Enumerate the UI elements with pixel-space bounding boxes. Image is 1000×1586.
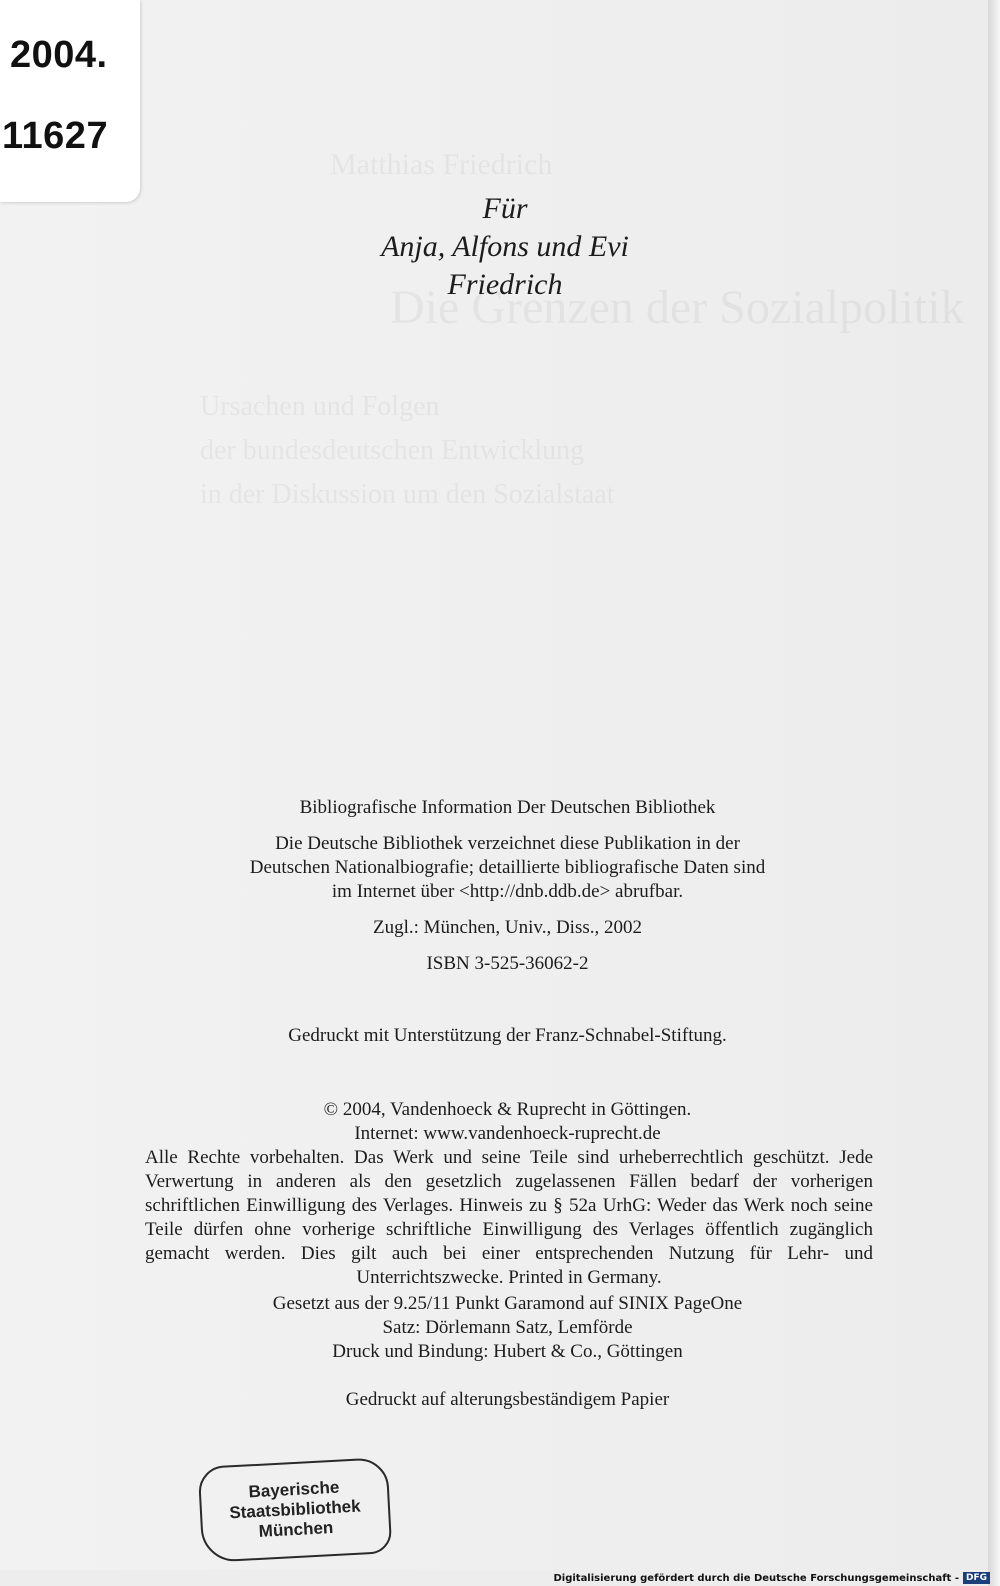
copyright-text: © 2004, Vandenhoeck & Ruprecht in Göttingen. bbox=[323, 1099, 692, 1120]
stamp-line: Staatsbibliothek bbox=[228, 1496, 362, 1523]
page-edge bbox=[988, 0, 1000, 1586]
paper-note-text: Gedruckt auf alterungsbeständigem Papier bbox=[345, 1389, 670, 1410]
bibliographic-text bbox=[190, 832, 825, 904]
digitization-footer bbox=[553, 1570, 990, 1586]
bibliographic-line: Deutschen Nationalbiografie; detaillierte bibliografische Daten sind bbox=[249, 857, 766, 878]
publisher-website bbox=[190, 1122, 825, 1146]
production-credits bbox=[190, 1292, 825, 1364]
dissertation-note bbox=[190, 916, 825, 940]
typeset-line: Gesetzt aus der 9.25/11 Punkt Garamond auf SINIX PageOne bbox=[272, 1293, 743, 1314]
dedication-line: Anja, Alfons und Evi bbox=[381, 230, 629, 263]
stamp-line: München bbox=[258, 1518, 334, 1541]
bibliographic-line: Die Deutsche Bibliothek verzeichnet diese Publikation in der bbox=[275, 833, 740, 854]
paper-note bbox=[190, 1388, 825, 1412]
dedication-line: Friedrich bbox=[447, 268, 563, 301]
bibliographic-heading-text: Bibliografische Information Der Deutschen Bibliothek bbox=[299, 797, 716, 818]
publisher-website-text: Internet: www.vandenhoeck-ruprecht.de bbox=[354, 1123, 661, 1144]
dedication bbox=[300, 190, 710, 304]
shelfmark-label bbox=[0, 0, 140, 202]
isbn bbox=[190, 952, 825, 976]
dissertation-note-text: Zugl.: München, Univ., Diss., 2002 bbox=[373, 917, 642, 938]
library-stamp bbox=[198, 1457, 393, 1563]
bibliographic-heading bbox=[190, 796, 825, 820]
shelfmark-year: 2004. bbox=[10, 34, 108, 76]
rights-notice: Alle Rechte vorbehalten. Das Werk und seine Teile sind urheberrechtlich geschützt. Jede Verwertung in anderen als den gesetzlich zugelassenen Fällen bedarf der vorherigen schriftlichen Einwilligung des Verlages. Hinweis zu § 52a UrhG: Weder das Werk noch seine Teile dürfen ohne vorherige schriftliche Einwilligung des Verlages öffentlich zugänglich gemacht werden. Dies gilt auch bei einer entsprechenden Nutzung für Lehr- und Unterrichtszwecke. Printed in Germany. bbox=[145, 1147, 873, 1288]
funding-note bbox=[190, 1024, 825, 1048]
satz-line: Satz: Dörlemann Satz, Lemförde bbox=[382, 1317, 633, 1338]
bibliographic-line: im Internet über <http://dnb.ddb.de> abrufbar. bbox=[331, 881, 684, 902]
shelfmark-number: 11627 bbox=[2, 115, 109, 157]
isbn-text: ISBN 3-525-36062-2 bbox=[426, 953, 589, 974]
dfg-logo-icon: DFG bbox=[963, 1572, 990, 1584]
footer-text: Digitalisierung gefördert durch die Deutsche Forschungsgemeinschaft - bbox=[553, 1572, 959, 1584]
stamp-line: Bayerische bbox=[248, 1477, 340, 1502]
dedication-line: Für bbox=[482, 192, 528, 225]
funding-note-text: Gedruckt mit Unterstützung der Franz-Schnabel-Stiftung. bbox=[288, 1025, 727, 1046]
copyright-line bbox=[190, 1098, 825, 1122]
druck-line: Druck und Bindung: Hubert & Co., Göttingen bbox=[332, 1341, 683, 1362]
